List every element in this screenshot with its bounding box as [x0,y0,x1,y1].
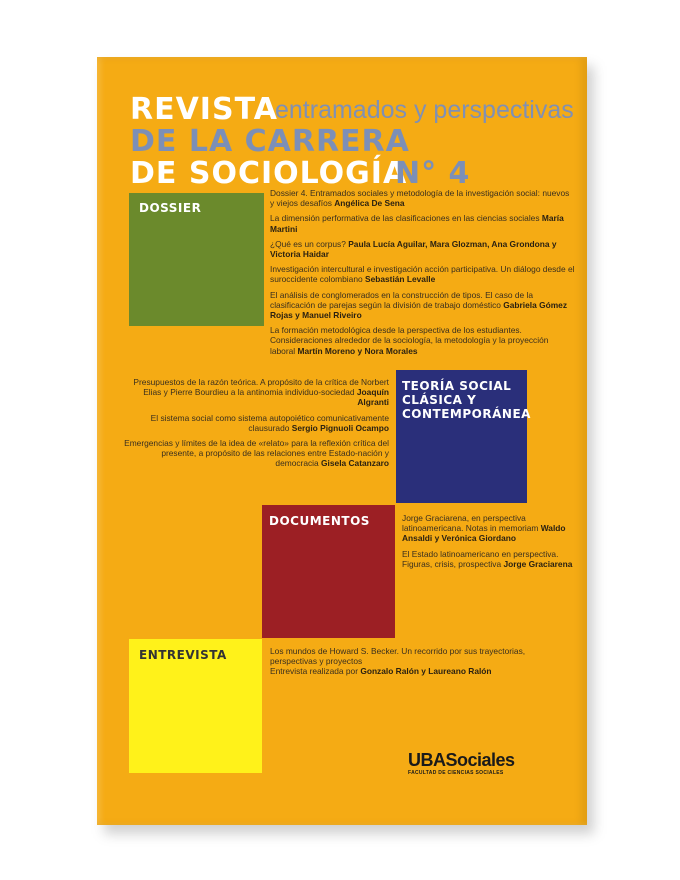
subtitle: entramados y perspectivas [275,96,574,124]
toc-entry: El Estado latinoamericano en perspectiva. Figuras, crisis, prospectiva Jorge Graciarena [402,548,573,569]
entrevista-toc [270,646,540,677]
documentos-toc [402,513,574,574]
dossier-block [129,193,264,326]
title-line-3: DE SOCIOLOGÍA [130,156,408,191]
title-line-2: DE LA CARRERA [130,124,410,159]
teoria-label: TEORÍA SOCIAL CLÁSICA Y CONTEMPORÁNEA [402,379,531,421]
toc-entry: Entrevista realizada por Gonzalo Ralón y Laureano Ralón [270,666,492,677]
toc-entry: La dimensión performativa de las clasificaciones en las ciencias sociales María Martini [270,213,564,234]
toc-entry: Presupuestos de la razón teórica. A propósito de la crítica de Norbert Elias y Pierre Bourdieu a la antinomia individuo-sociedad Joaquín Algranti [133,377,389,408]
magazine-cover [97,57,587,825]
toc-entry: Emergencias y límites de la idea de «relato» para la reflexión crítica del presente, a propósito de las relaciones entre Estado-nación y democracia Gisela Catanzaro [124,438,389,469]
toc-entry: ¿Qué es un corpus? Paula Lucía Aguilar, Mara Glozman, Ana Grondona y Victoria Haidar [270,238,557,260]
teoria-block [396,370,531,503]
entrevista-label: ENTREVISTA [139,648,227,662]
toc-entry: Dossier 4. Entramados sociales y metodología de la investigación social: nuevos y viejos desafíos Angélica De Sena [270,188,570,209]
toc-entry: Los mundos de Howard S. Becker. Un recorrido por sus trayectorias, perspectivas y proyectos [270,646,526,667]
dossier-label: DOSSIER [139,201,202,215]
publisher-logo [408,750,515,776]
dossier-toc [270,188,575,361]
toc-entry: Jorge Graciarena, en perspectiva latinoamericana. Notas in memoriam Waldo Ansaldi y Verónica Giordano [402,513,566,544]
toc-entry: El análisis de conglomerados en la construcción de tipos. El caso de la clasificación de parejas según la división de trabajo doméstico Gabriela Gómez Rojas y Manuel Riveiro [270,289,568,321]
toc-entry: La formación metodológica desde la perspectiva de los estudiantes. Consideraciones alrededor de la sociología, la metodología y la proyección laboral Martín Moreno y Nora Morales [270,325,549,356]
issue-number: N° 4 [395,156,471,191]
toc-entry: El sistema social como sistema autopoiético comunicativamente clausurado Sergio Pignuoli Ocampo [150,412,389,433]
toc-entry: Investigación intercultural e investigación acción participativa. Un diálogo desde el suroccidente colombiano Sebastián Levalle [270,264,575,285]
documentos-block [262,505,395,638]
documentos-label: DOCUMENTOS [269,514,370,528]
publisher-tagline: FACULTAD DE CIENCIAS SOCIALES [408,770,504,776]
publisher-name: UBASociales [408,750,515,770]
teoria-toc [117,377,389,474]
entrevista-block [129,639,262,773]
title-line-1: REVISTA [130,92,278,127]
